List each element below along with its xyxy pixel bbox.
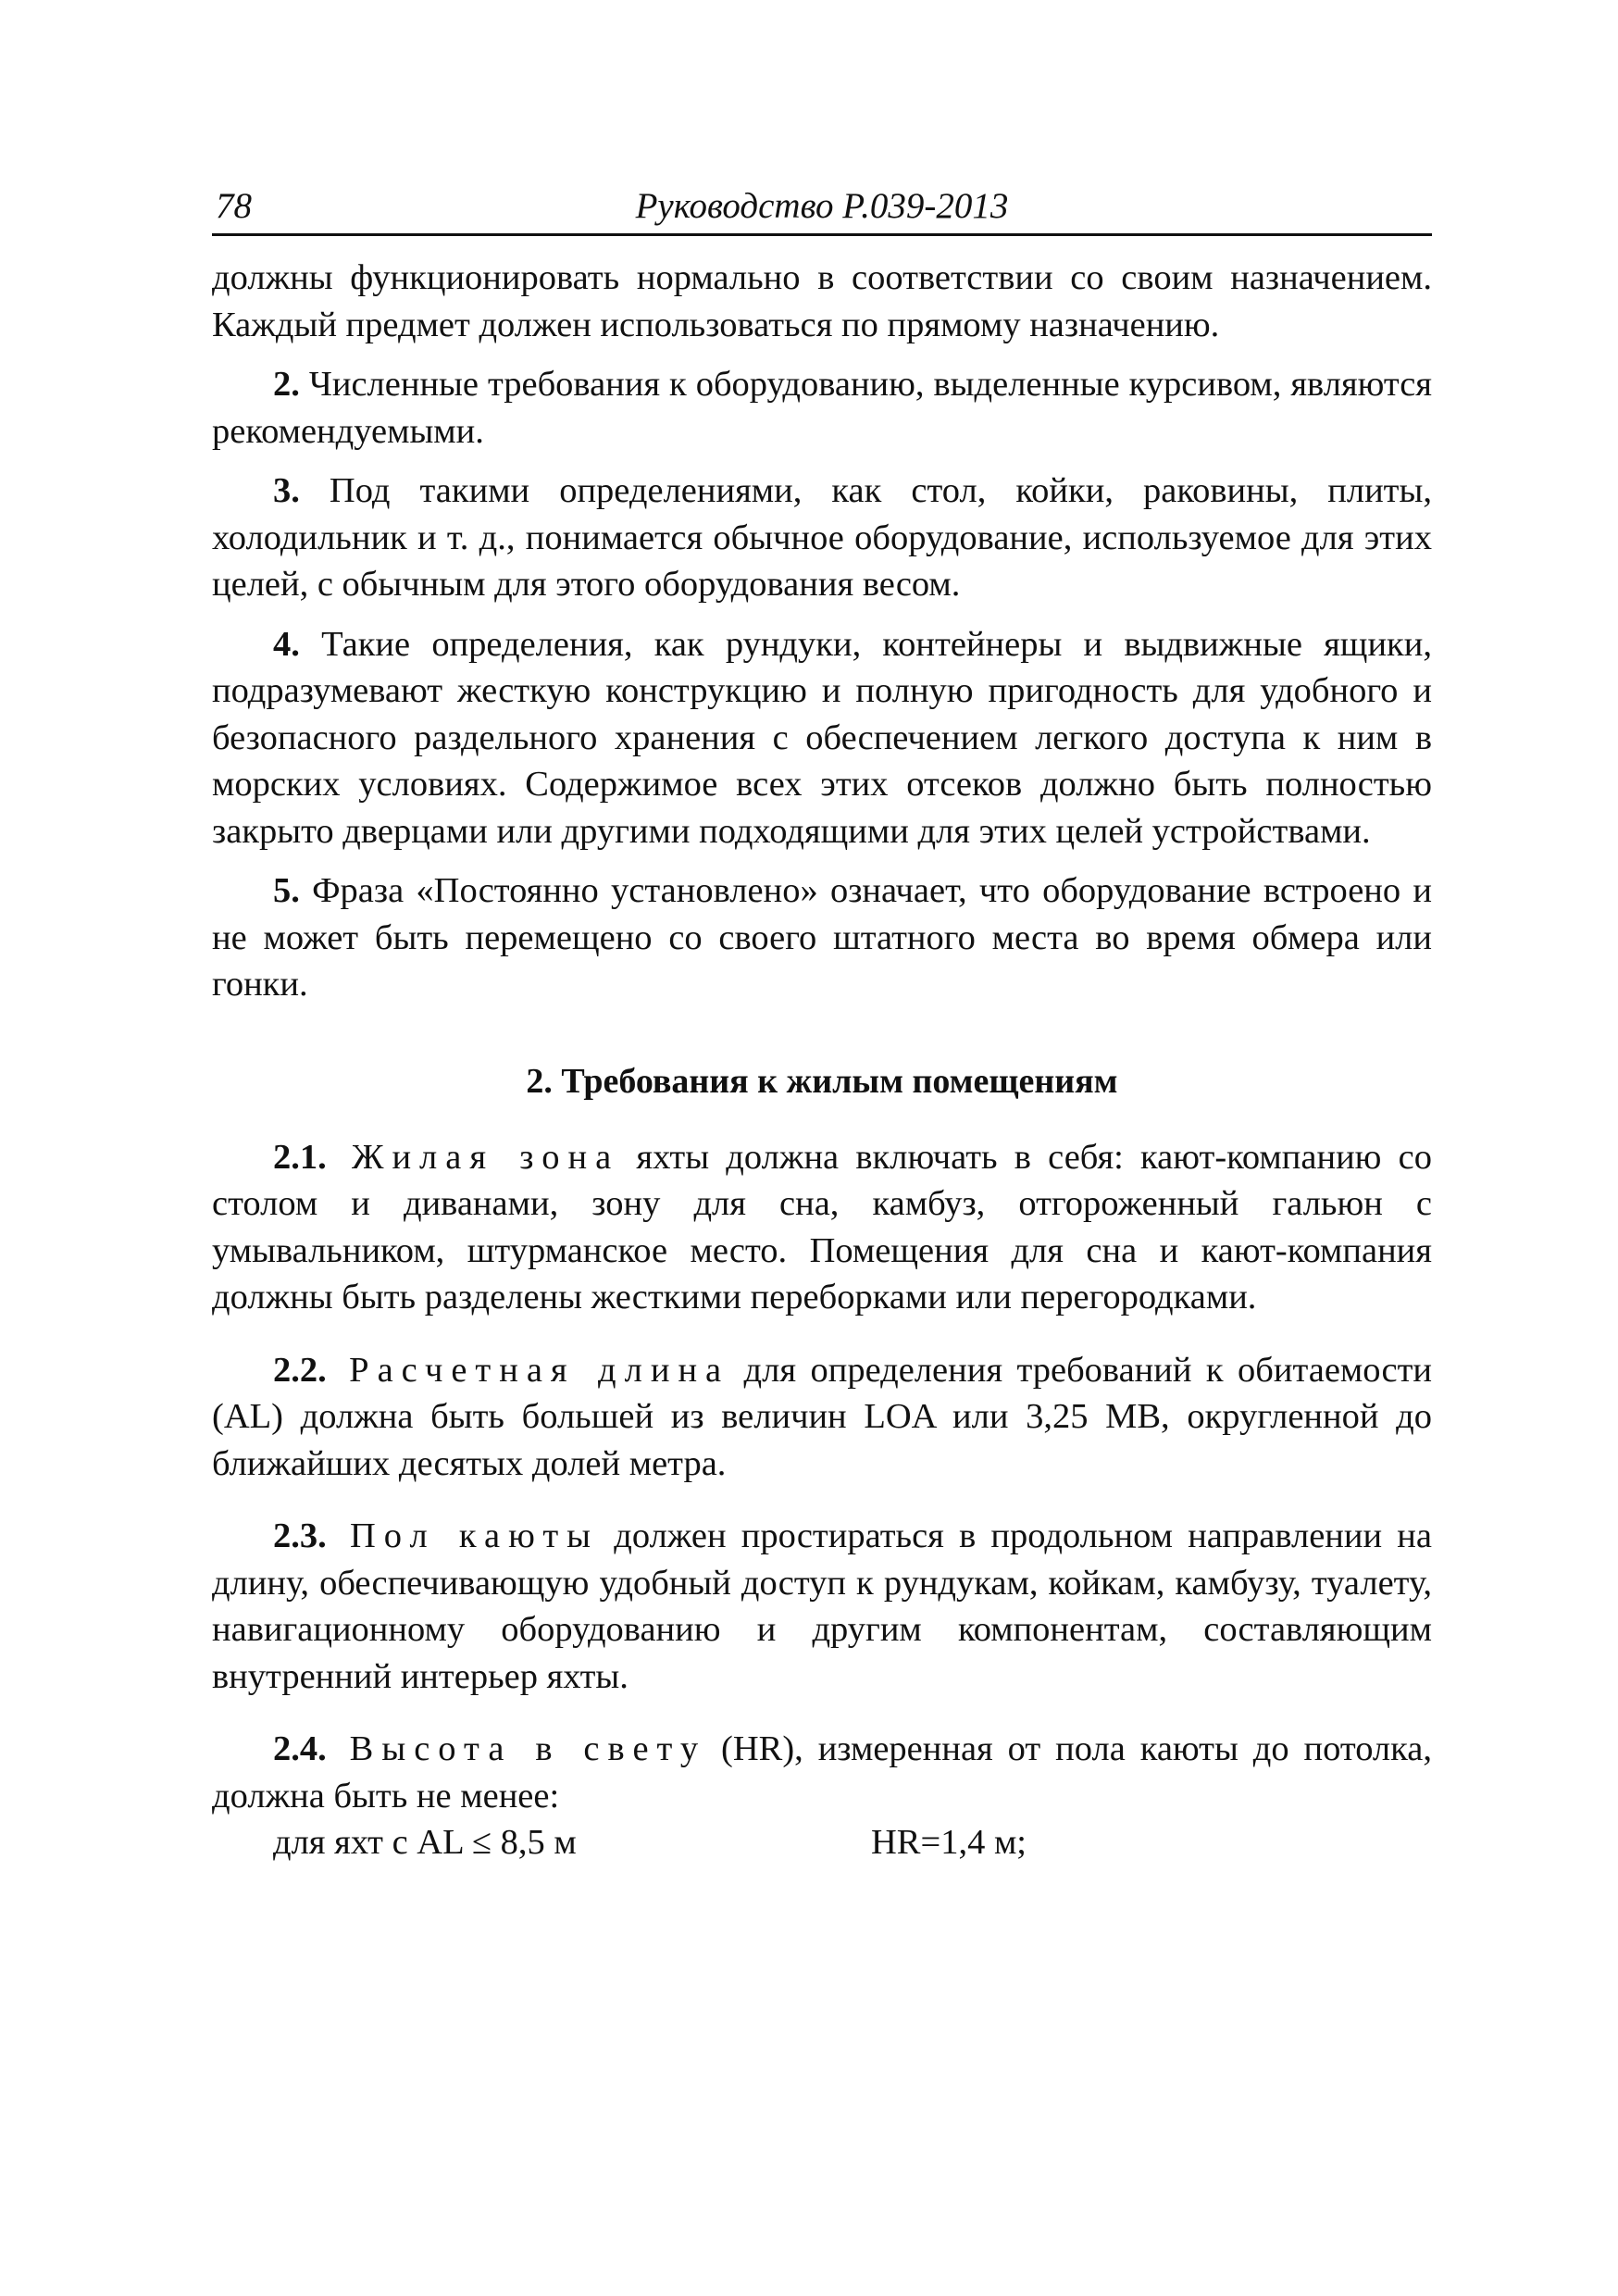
paragraph-item-3 [212, 468, 1432, 608]
paragraph-item-2 [212, 361, 1432, 455]
page-number: 78 [216, 186, 252, 226]
paragraph-continuation: должны функционировать нормально в соответствии со своим назначением. Каждый предмет должен использоваться по прямому назначению. [212, 258, 1432, 344]
paragraph-2-3 [212, 1513, 1432, 1700]
item-text: Численные требования к оборудованию, выделенные курсивом, являются рекомендуемыми. [212, 365, 1432, 451]
item-term: Пол каюты [326, 1516, 600, 1555]
paragraph-item-4 [212, 621, 1432, 855]
item-term: Расчетная длина [326, 1350, 730, 1390]
item-text: яхты должна включать в себя: кают-компанию со столом и диванами, зону для сна, камбуз, отгороженный гальюн с умывальником, штурманское место. Помещения для сна и кают-компания должны быть разделены жесткими переборками или перегородками. [212, 1137, 1432, 1316]
item-term: Высота в свету [326, 1729, 707, 1768]
item-number: 4. [273, 624, 300, 664]
paragraph-2-1 [212, 1134, 1432, 1321]
item-term: Жилая зона [326, 1137, 620, 1177]
paragraph-2-4 [212, 1726, 1432, 1819]
requirement-condition: для яхт с AL ≤ 8,5 м [273, 1823, 577, 1862]
item-number: 2.3. [273, 1516, 327, 1555]
item-number: 2.1. [273, 1137, 327, 1177]
item-text: Под такими определениями, как стол, койки, раковины, плиты, холодильник и т. д., понимается обычное оборудование, используемое для этих целей, с обычным для этого оборудования весом. [212, 471, 1432, 604]
item-number: 2.2. [273, 1350, 327, 1390]
item-number: 3. [273, 471, 300, 510]
item-number: 2.4. [273, 1729, 327, 1768]
item-text: должен простираться в продольном направлении на длину, обеспечивающую удобный доступ к рундукам, койкам, камбузу, туалету, навигационному оборудованию и другим компонентам, составляющим внутренний интерьер яхты. [212, 1516, 1432, 1696]
paragraph-2-2 [212, 1347, 1432, 1488]
running-header [212, 181, 1432, 236]
item-text: Такие определения, как рундуки, контейнеры и выдвижные ящики, подразумевают жесткую конструкцию и полную пригодность для удобного и безопасного раздельного хранения с обеспечением легкого доступа к ним в морских условиях. Содержимое всех этих отсеков должно быть полностью закрыто дверцами или другими подходящими для этих целей устройствами. [212, 624, 1432, 851]
requirement-row [212, 1819, 1432, 1867]
section-heading: 2. Требования к жилым помещениям [526, 1061, 1118, 1101]
item-text: (HR), измеренная от пола каюты до потолка, должна быть не менее: [212, 1729, 1432, 1816]
page [212, 181, 1432, 1867]
requirement-value: HR=1,4 м; [871, 1823, 1027, 1862]
item-number: 5. [273, 871, 300, 910]
item-number: 2. [273, 365, 300, 404]
page-body [212, 255, 1432, 1867]
paragraph-item-5 [212, 867, 1432, 1008]
item-text: для определения требований к обитаемости (AL) должна быть большей из величин LOA или 3,25 MB, округленной до ближайших десятых долей метра. [212, 1350, 1432, 1483]
item-text: Фраза «Постоянно установлено» означает, что оборудование встроено и не может быть перемещено со своего штатного места во время обмера или гонки. [212, 871, 1432, 1004]
running-title: Руководство Р.039-2013 [635, 186, 1009, 226]
